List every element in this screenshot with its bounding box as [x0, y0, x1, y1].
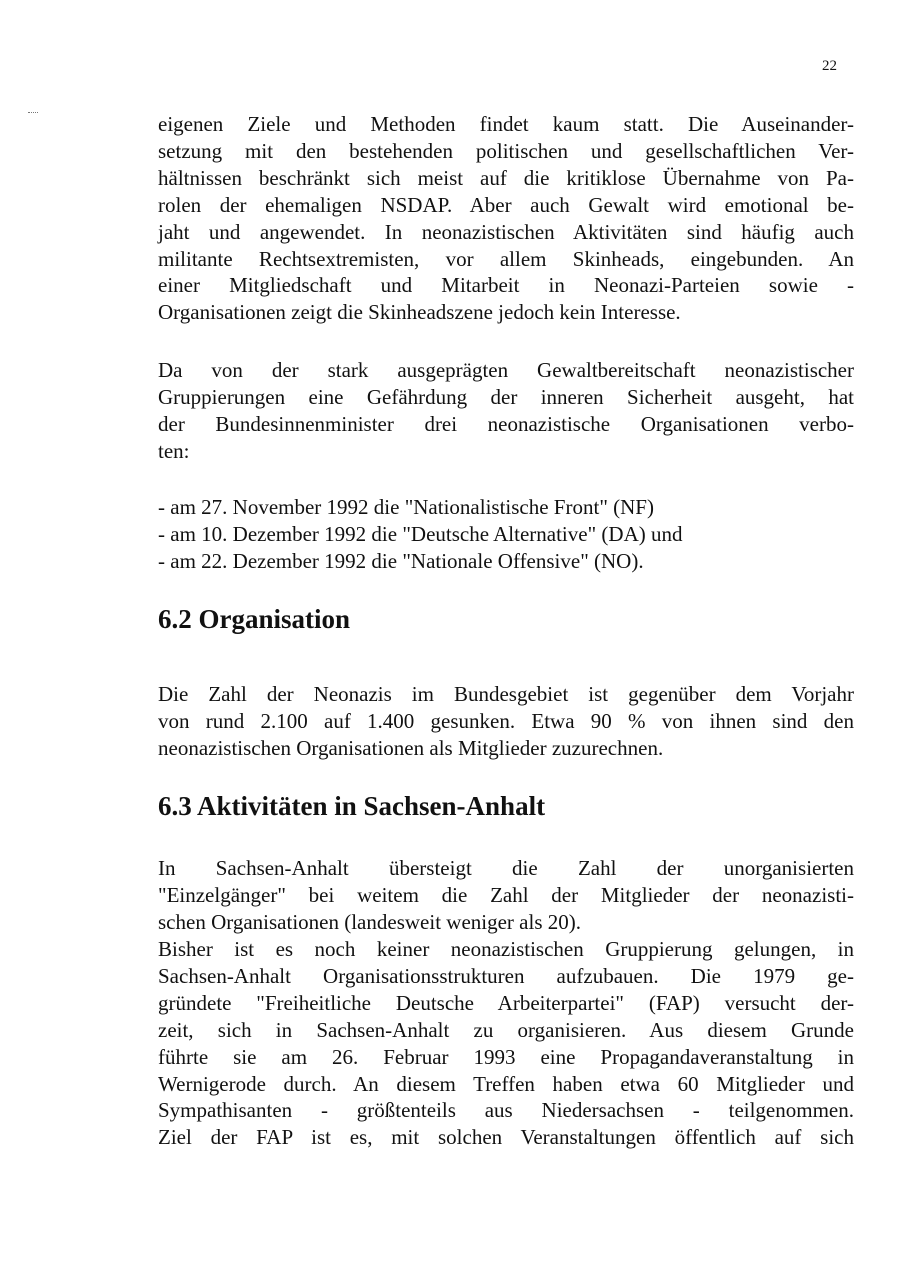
text-line: Sympathisanten - größtenteils aus Niedersachsen - teilgenommen.: [158, 1098, 854, 1123]
text-line: Die Zahl der Neonazis im Bundesgebiet ist gegenüber dem Vorjahr: [158, 682, 854, 706]
text-line: eigenen Ziele und Methoden findet kaum statt. Die Auseinander-: [158, 112, 854, 136]
paragraph-4: [158, 855, 854, 936]
text-line: zeit, sich in Sachsen-Anhalt zu organisieren. Aus diesem Grunde: [158, 1017, 854, 1042]
page-number: 22: [822, 58, 837, 74]
text-line: führte sie am 26. Februar 1993 eine Propagandaveranstaltung in: [158, 1044, 854, 1069]
text-line: jaht und angewendet. In neonazistischen Aktivitäten sind häufig auch: [158, 219, 854, 244]
paragraph-1: [158, 111, 854, 326]
text-line: gründete "Freiheitliche Deutsche Arbeiterpartei" (FAP) versucht der-: [158, 990, 854, 1015]
list-item: - am 27. November 1992 die "Nationalistische Front" (NF): [158, 495, 654, 519]
paragraph-3: [158, 681, 854, 762]
text-line: Bisher ist es noch keiner neonazistischen Gruppierung gelungen, in: [158, 937, 854, 961]
section-heading-activities: 6.3 Aktivitäten in Sachsen-Anhalt: [158, 791, 546, 821]
scan-mark: [28, 112, 38, 115]
text-line: In Sachsen-Anhalt übersteigt die Zahl der unorganisierten: [158, 856, 854, 880]
text-line: der Bundesinnenminister drei neonazistische Organisationen verbo-: [158, 411, 854, 436]
text-line: Sachsen-Anhalt Organisationsstrukturen aufzubauen. Die 1979 ge-: [158, 963, 854, 988]
list-item: - am 10. Dezember 1992 die "Deutsche Alternative" (DA) und: [158, 521, 683, 546]
text-line: von rund 2.100 auf 1.400 gesunken. Etwa 90 % von ihnen sind den: [158, 708, 854, 733]
text-line: militante Rechtsextremisten, vor allem Skinheads, eingebunden. An: [158, 246, 854, 271]
text-line: Ziel der FAP ist es, mit solchen Veranstaltungen öffentlich auf sich: [158, 1125, 854, 1150]
section-heading-organisation: 6.2 Organisation: [158, 604, 351, 634]
text-line: Da von der stark ausgeprägten Gewaltbereitschaft neonazistischer: [158, 358, 854, 382]
text-line: hältnissen beschränkt sich meist auf die kritiklose Übernahme von Pa-: [158, 165, 854, 190]
paragraph-2: [158, 357, 854, 465]
text-line: neonazistischen Organisationen als Mitglieder zuzurechnen.: [158, 735, 664, 760]
text-line: Gruppierungen eine Gefährdung der inneren Sicherheit ausgeht, hat: [158, 384, 854, 409]
text-line: Wernigerode durch. An diesem Treffen haben etwa 60 Mitglieder und: [158, 1071, 854, 1096]
text-line: ten:: [158, 438, 190, 463]
list-item: - am 22. Dezember 1992 die "Nationale Offensive" (NO).: [158, 548, 644, 573]
text-line: Organisationen zeigt die Skinheadszene jedoch kein Interesse.: [158, 300, 681, 325]
ban-list: [158, 494, 854, 575]
text-line: einer Mitgliedschaft und Mitarbeit in Neonazi-Parteien sowie -: [158, 273, 854, 298]
paragraph-5: [158, 936, 854, 1151]
text-line: "Einzelgänger" bei weitem die Zahl der Mitglieder der neonazisti-: [158, 882, 854, 907]
text-line: setzung mit den bestehenden politischen und gesellschaftlichen Ver-: [158, 138, 854, 163]
text-line: schen Organisationen (landesweit weniger als 20).: [158, 909, 581, 934]
text-line: rolen der ehemaligen NSDAP. Aber auch Gewalt wird emotional be-: [158, 192, 854, 217]
